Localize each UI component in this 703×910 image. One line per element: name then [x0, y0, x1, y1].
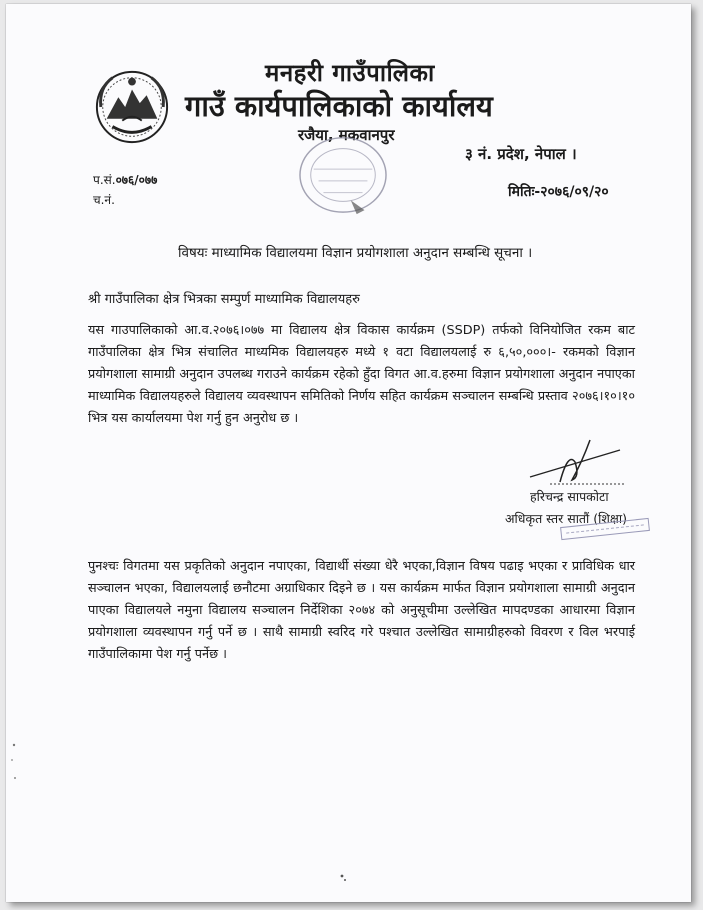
- office-stamp-icon: [292, 130, 394, 218]
- nepal-emblem-icon: [93, 68, 171, 146]
- letter-date: मितिः-२०७६/०९/२०: [508, 184, 609, 200]
- reference-number: प.सं.०७६/०७७: [93, 173, 158, 187]
- municipality-name: मनहरी गाउँपालिका: [265, 59, 435, 87]
- province: ३ नं. प्रदेश, नेपाल ।: [465, 145, 577, 163]
- signatory-title: अधिकृत स्तर सातौं (शिक्षा): [505, 511, 627, 526]
- dispatch-number: च.नं.: [93, 193, 115, 207]
- signatory-name: हरिचन्द्र सापकोटा: [530, 489, 609, 504]
- signature-icon: [520, 432, 630, 492]
- body-paragraph: यस गाउपालिकाको आ.व.२०७६।०७७ मा विद्यालय क्षेत्र विकास कार्यक्रम (SSDP) तर्फको विनियोजित रकम बाट गाउँपालिका क्षेत्र भित्र संचालित माध्यमिक विद्यालयहरु मध्ये १ वटा विद्यालयलाई रु ६,५०,०००।- रकमको विज्ञान प्रयोगशाला सामाग्री अनुदान उपलब्ध गराउने कार्यक्रम रहेको हुँदा विगत आ.व.हरुमा विज्ञान प्रयोगशाला अनुदान नपाएका माध्यामिक विद्यालयहरुले विद्यालय व्यवस्थापन समितिको निर्णय सहित कार्यक्रम सञ्चालन सम्बन्धि प्रस्ताव २०७६।१०।१० भित्र यस कार्यालयमा पेश गर्नु हुन अनुरोध छ ।: [88, 323, 635, 426]
- subject-line: विषयः माध्यामिक विद्यालयमा विज्ञान प्रयोगशाला अनुदान सम्बन्धि सूचना ।: [178, 245, 533, 261]
- office-name: गाउँ कार्यपालिकाको कार्यालय: [185, 89, 493, 123]
- postscript-paragraph: पुनश्चः विगतमा यस प्रकृतिको अनुदान नपाएका, विद्यार्थी संख्या धेरै भएका,विज्ञान विषय पढाइ भएका र प्राविधिक धार सञ्चालन भएका, विद्यालयलाई छनौटमा अग्राधिकार दिइने छ । यस कार्यक्रम मार्फत विज्ञान प्रयोगशाला सामाग्री अनुदान पाएका विद्यालयले नमुना विद्यालय सञ्चालन निर्देशिका २०७४ को अनुसूचीमा उल्लेखित मापदण्डका आधारमा विज्ञान प्रयोगशाला व्यवस्थापन गर्नु पर्ने छ । साथै सामाग्री स्वरिद गरे पश्चात उल्लेखित सामाग्रीहरुको विवरण र विल भरपाई गाउँपालिकामा पेश गर्नु पर्नेछ ।: [88, 559, 635, 662]
- addressee: श्री गाउँपालिका क्षेत्र भित्रका सम्पुर्ण माध्यामिक विद्यालयहरु: [88, 292, 360, 307]
- office-address: रजैया, मकवानपुर: [298, 126, 395, 144]
